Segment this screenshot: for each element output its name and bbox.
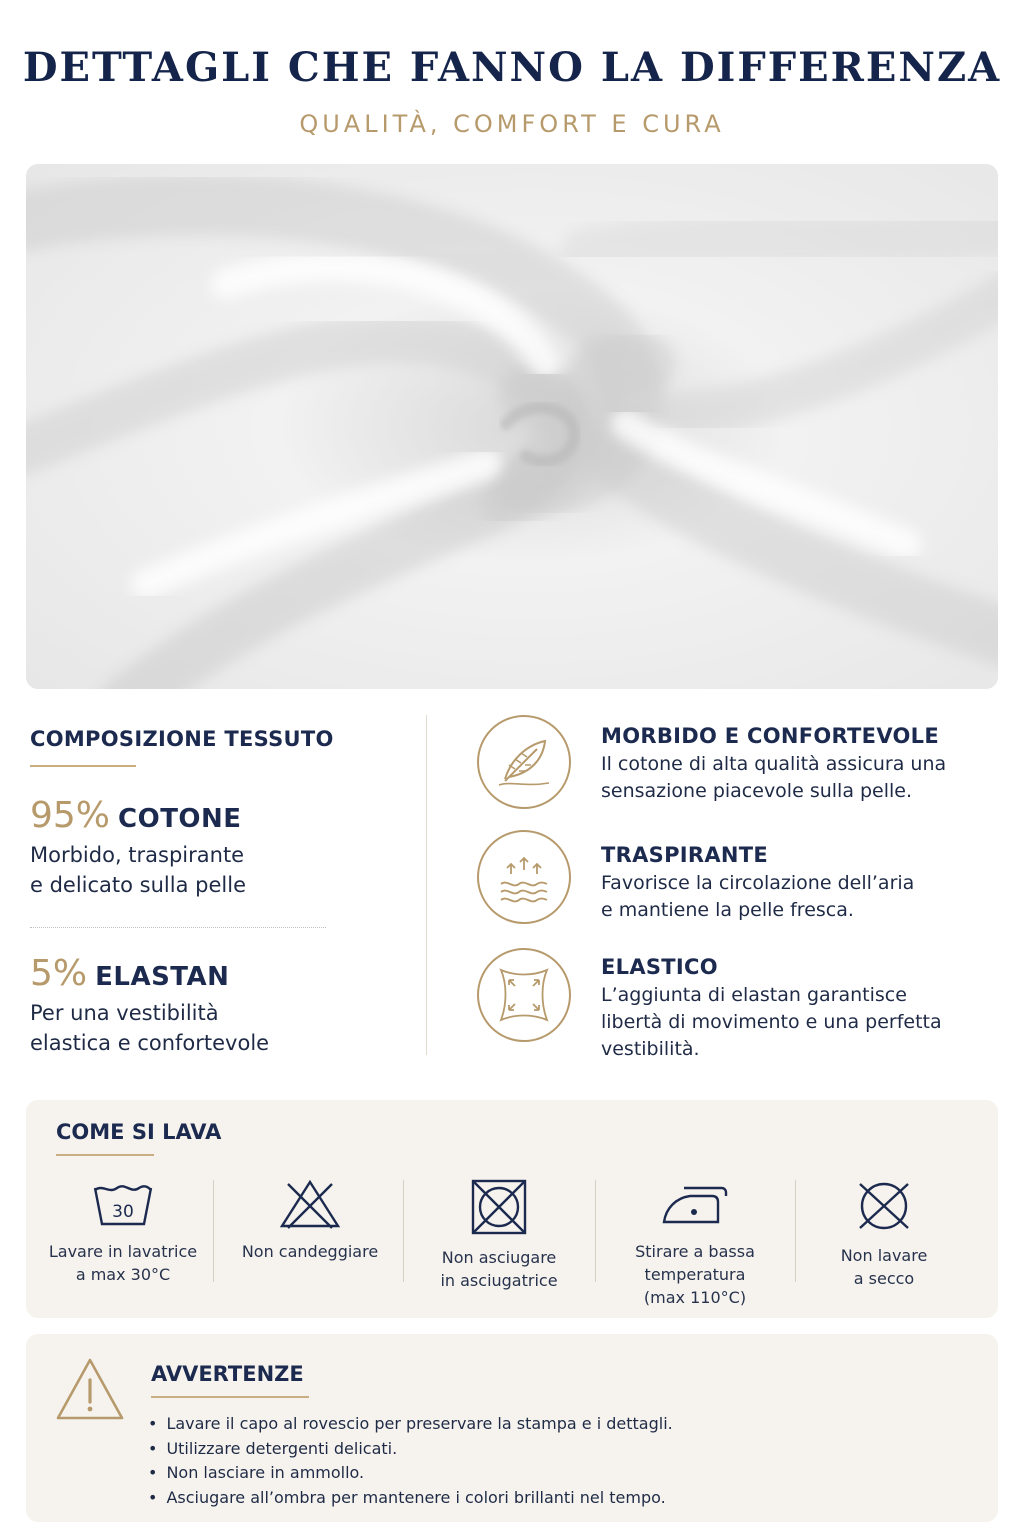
care-label: Non asciugare in asciugatrice <box>440 1248 558 1290</box>
warnings-underline <box>151 1396 309 1398</box>
feature-description <box>601 982 1001 1063</box>
breathable-icon <box>475 828 573 926</box>
care-label: Non lavare a secco <box>840 1246 928 1288</box>
feature-desc-line: libertà di movimento e una perfetta <box>601 1011 942 1033</box>
warnings-panel <box>26 1334 998 1522</box>
page-subtitle: QUALITÀ, COMFORT E CURA <box>299 110 725 138</box>
composition-elastan <box>30 953 229 994</box>
feature-desc-line: e mantiene la pelle fresca. <box>601 899 854 921</box>
cotton-description <box>30 840 330 900</box>
page-title: DETTAGLI CHE FANNO LA DIFFERENZA <box>22 44 1002 91</box>
care-divider <box>595 1180 596 1282</box>
stretch-icon <box>475 946 573 1044</box>
cotton-percent: 95% <box>30 795 111 836</box>
elastan-name: ELASTAN <box>95 962 230 992</box>
feature-desc-line: vestibilità. <box>601 1038 700 1060</box>
warnings-list <box>148 1412 673 1510</box>
care-item-dry-clean <box>789 1178 979 1290</box>
elastan-percent: 5% <box>30 953 88 994</box>
list-item: • Non lasciare in ammollo. <box>148 1461 673 1486</box>
feature-desc-line: sensazione piacevole sulla pelle. <box>601 780 913 802</box>
care-item-tumble <box>404 1178 594 1292</box>
divider <box>30 927 326 928</box>
feature-description <box>601 870 1001 924</box>
feature-title: MORBIDO E CONFORTEVOLE <box>601 724 939 748</box>
feature-desc-line: L’aggiunta di elastan garantisce <box>601 984 907 1006</box>
feather-icon <box>475 713 573 811</box>
list-item: • Lavare il capo al rovescio per preservare la stampa e i dettagli. <box>148 1412 673 1437</box>
care-item-iron <box>600 1178 790 1309</box>
composition-cotton <box>30 795 242 836</box>
composition-underline <box>30 765 136 767</box>
feature-title: TRASPIRANTE <box>601 843 769 867</box>
composition-title: COMPOSIZIONE TESSUTO <box>30 727 334 751</box>
care-label: Lavare in lavatrice a max 30°C <box>48 1242 198 1284</box>
feature-desc-line: Favorisce la circolazione dell’aria <box>601 872 915 894</box>
no-tumble-dry-icon <box>467 1178 531 1236</box>
care-label: Non candeggiare <box>241 1242 379 1261</box>
cotton-desc-line: Morbido, traspirante <box>30 843 245 867</box>
care-item-bleach <box>215 1178 405 1263</box>
iron-low-icon <box>660 1178 730 1230</box>
elastan-desc-line: Per una vestibilità <box>30 1001 219 1025</box>
feature-title: ELASTICO <box>601 955 718 979</box>
elastan-description <box>30 998 330 1058</box>
care-panel <box>26 1100 998 1318</box>
care-item-wash <box>28 1178 218 1286</box>
no-bleach-icon <box>278 1178 342 1230</box>
care-title: COME SI LAVA <box>56 1120 222 1144</box>
list-item: • Utilizzare detergenti delicati. <box>148 1437 673 1462</box>
care-underline <box>56 1154 154 1156</box>
elastan-desc-line: elastica e confortevole <box>30 1031 270 1055</box>
feature-description <box>601 751 1001 805</box>
fabric-photo <box>26 164 998 689</box>
column-divider <box>426 715 427 1055</box>
feature-desc-line: Il cotone di alta qualità assicura una <box>601 753 947 775</box>
wash-temperature: 30 <box>112 1202 134 1222</box>
cotton-name: COTONE <box>118 804 242 834</box>
list-item: • Asciugare all’ombra per mantenere i colori brillanti nel tempo. <box>148 1486 673 1511</box>
care-label: Stirare a bassa temperatura (max 110°C) <box>635 1242 755 1307</box>
warnings-title: AVVERTENZE <box>151 1362 304 1386</box>
warning-icon <box>54 1356 126 1422</box>
no-dry-clean-icon <box>852 1178 916 1234</box>
cotton-desc-line: e delicato sulla pelle <box>30 873 246 897</box>
wash-30-icon <box>91 1178 155 1230</box>
care-divider <box>213 1180 214 1282</box>
